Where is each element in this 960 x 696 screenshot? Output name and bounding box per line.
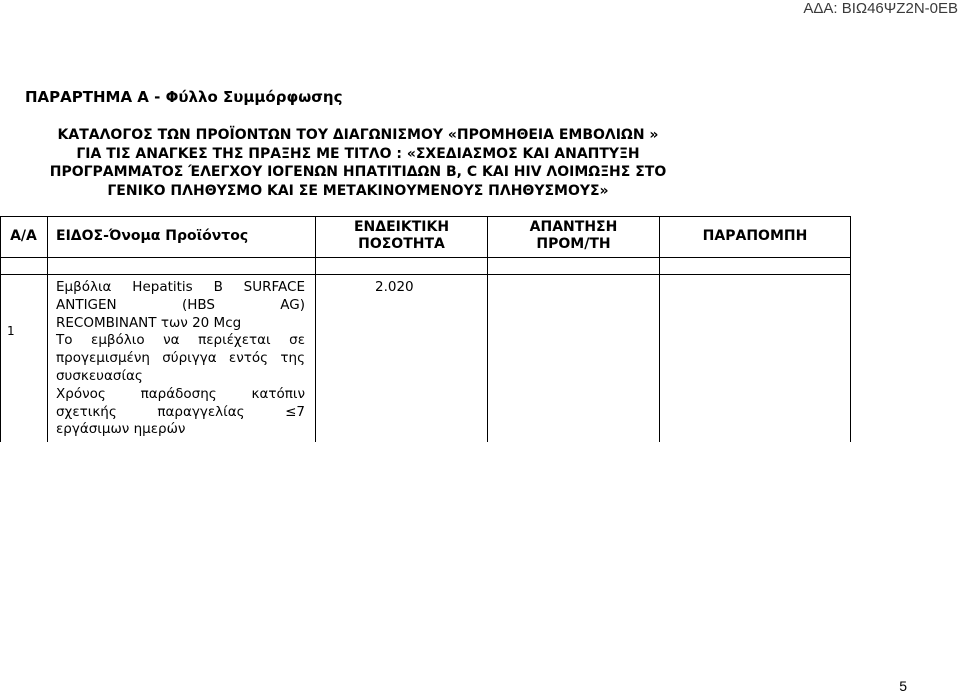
description-line: συσκευασίας bbox=[56, 367, 143, 384]
table-row-number: 1 bbox=[7, 324, 15, 338]
catalog-title-line: ΓΙΑ ΤΙΣ ΑΝΑΓΚΕΣ ΤΗΣ ΠΡΑΞΗΣ ΜΕ ΤΙΤΛΟ : «ΣΧΕΔΙΑΣΜΟΣ ΚΑΙ ΑΝΑΠΤΥΞΗ bbox=[76, 145, 640, 162]
header-reference-label: ΠΑΡΑΠΟΜΠΗ bbox=[702, 227, 808, 244]
header-quantity-line: ΕΝΔΕΙΚΤΙΚΗ bbox=[353, 219, 450, 235]
description-line: Το εμβόλιο να περιέχεται σε bbox=[56, 332, 305, 349]
quantity-value: 2.020 bbox=[375, 279, 414, 295]
ada-code: ΑΔΑ: ΒΙΩ46ΨΖ2Ν-0ΕΒ bbox=[803, 0, 958, 17]
header-item bbox=[48, 216, 288, 256]
catalog-title-line: ΚΑΤΑΛΟΓΟΣ ΤΩΝ ΠΡΟΪΟΝΤΩΝ ΤΟΥ ΔΙΑΓΩΝΙΣΜΟΥ «ΠΡΟΜΗΘΕΙΑ ΕΜΒΟΛΙΩΝ » bbox=[57, 127, 659, 143]
description-line: σχετικής παραγγελίας ≤7 bbox=[56, 403, 305, 420]
compliance-table bbox=[0, 216, 851, 442]
catalog-title-line: ΓΕΝΙΚΟ ΠΛΗΘΥΣΜΟ ΚΑΙ ΣΕ ΜΕΤΑΚΙΝΟΥΜΕΝΟΥΣ ΠΛΗΘΥΣΜΟΥΣ» bbox=[107, 182, 609, 199]
header-aa-label: Α/Α bbox=[10, 227, 37, 244]
product-description bbox=[56, 279, 305, 439]
description-line: προγεμισμένη σύριγγα εντός της bbox=[56, 350, 305, 367]
description-line: εργάσιμων ημερών bbox=[56, 421, 186, 438]
page-number: 5 bbox=[899, 678, 907, 694]
table-border bbox=[0, 257, 851, 258]
header-reference bbox=[660, 216, 850, 256]
header-answer-line: ΠΡΟΜ/ΤΗ bbox=[536, 236, 611, 252]
header-quantity-line: ΠΟΣΟΤΗΤΑ bbox=[358, 236, 445, 252]
description-line: ANTIGEN (HBS AG) bbox=[56, 296, 305, 313]
header-aa bbox=[0, 216, 47, 256]
catalog-title bbox=[0, 126, 716, 200]
header-answer bbox=[488, 216, 659, 256]
description-line: RECOMBINANT των 20 Mcg bbox=[56, 314, 242, 331]
table-border bbox=[850, 216, 851, 442]
table-border bbox=[0, 274, 851, 275]
description-line: Χρόνος παράδοσης κατόπιν bbox=[56, 385, 305, 402]
header-item-label: ΕΙΔΟΣ-Όνομα Προϊόντος bbox=[56, 227, 249, 244]
header-quantity bbox=[316, 216, 487, 256]
header-answer-line: ΑΠΑΝΤΗΣΗ bbox=[529, 219, 618, 235]
description-line: Εμβόλια Hepatitis B SURFACE bbox=[56, 279, 305, 295]
catalog-title-line: ΠΡΟΓΡΑΜΜΑΤΟΣ ΈΛΕΓΧΟΥ ΙΟΓΕΝΩΝ ΗΠΑΤΙΤΙΔΩΝ Β, C ΚΑΙ HIV ΛΟΙΜΩΞΗΣ ΣΤΟ bbox=[49, 164, 667, 180]
annex-title: ΠΑΡΑΡΤΗΜΑ Α - Φύλλο Συμμόρφωσης bbox=[25, 88, 343, 106]
